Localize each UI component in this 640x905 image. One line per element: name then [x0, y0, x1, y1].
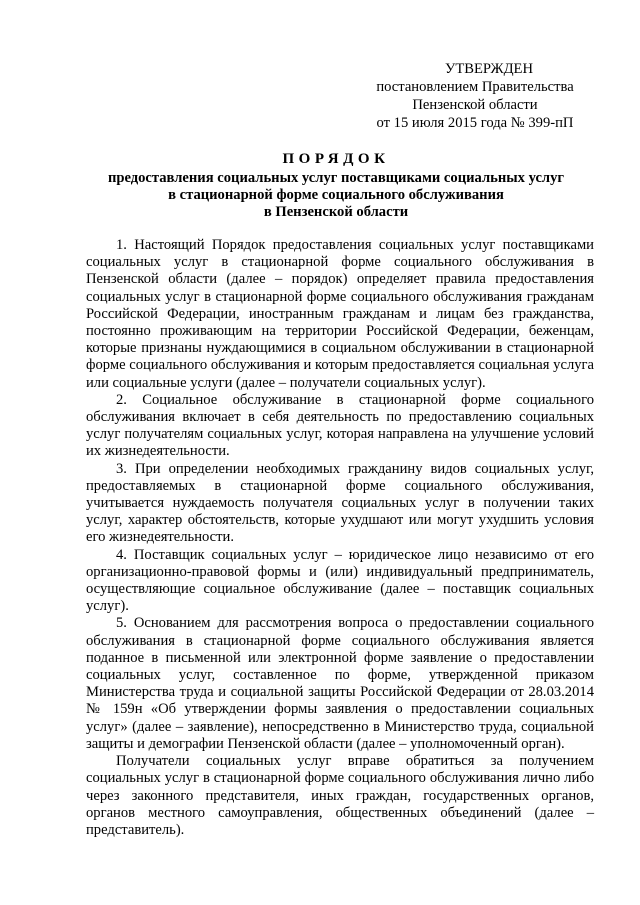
approval-region: Пензенской области — [412, 97, 538, 113]
title-line-1: предоставления социальных услуг поставщиками социальных услуг — [107, 170, 565, 186]
approval-date-number: от 15 июля 2015 года № 399-пП — [376, 115, 574, 131]
title-line-2: в стационарной форме социального обслуживания — [168, 187, 504, 203]
approval-decree: постановлением Правительства — [376, 79, 574, 95]
title-heading: ПОРЯДОК — [282, 151, 390, 167]
document-title — [86, 151, 586, 221]
paragraph-3: 3. При определении необходимых гражданину видов социальных услуг, предоставляемых в стационарной форме социального обслуживания, учитывается нуждаемость получателя социальных услуг в получении таких услуг, характер обстоятельств, которые ухудшают или могут ухудшить условия его жизнедеятельности. — [86, 460, 594, 546]
title-line-3: в Пензенской области — [263, 204, 409, 220]
paragraph-6: Получатели социальных услуг вправе обратиться за получением социальных услуг в стационарной форме социального обслуживания лично либо через законного представителя, иных граждан, государственных органов, органов местного самоуправления, общественных объединений (далее – представитель). — [86, 753, 594, 838]
paragraph-4: 4. Поставщик социальных услуг – юридическое лицо независимо от его организационно-правовой формы и (или) индивидуальный предприниматель, осуществляющие социальное обслуживание (далее – поставщик социальных услуг). — [86, 546, 594, 615]
paragraph-1: 1. Настоящий Порядок предоставления социальных услуг поставщиками социальных услуг в стационарной форме социального обслуживания в Пензенской области (далее – порядок) определяет правила предоставления социальных услуг в стационарной форме социального обслуживания гражданам Российской Федерации, иностранным гражданам и лицам без гражданства, постоянно проживающим на территории Российской Федерации, беженцам, которые признаны нуждающимися в социальном обслуживании в стационарной форме социального обслуживания и которым предоставляется социальная услуга или социальные услуги (далее – получатели социальных услуг). — [86, 237, 594, 391]
approval-stamp — [360, 60, 590, 132]
document-body — [86, 237, 594, 839]
approval-label: УТВЕРЖДЕН — [445, 61, 533, 77]
paragraph-5: 5. Основанием для рассмотрения вопроса о предоставлении социального обслуживания в стационарной форме социального обслуживания является поданное в письменной или электронной форме заявление о предоставлении социальных услуг, составленное по форме, утвержденной приказом Министерства труда и социальной защиты Российской Федерации от 28.03.2014 № 159н «Об утверждении формы заявления о предоставлении социальных услуг» (далее – заявление), непосредственно в Министерство труда, социальной защиты и демографии Пензенской области (далее – уполномоченный орган). — [86, 615, 594, 752]
paragraph-2: 2. Социальное обслуживание в стационарной форме социального обслуживания включает в себя деятельность по предоставлению социальных услуг получателям социальных услуг, которая направлена на улучшение условий их жизнедеятельности. — [86, 391, 594, 460]
